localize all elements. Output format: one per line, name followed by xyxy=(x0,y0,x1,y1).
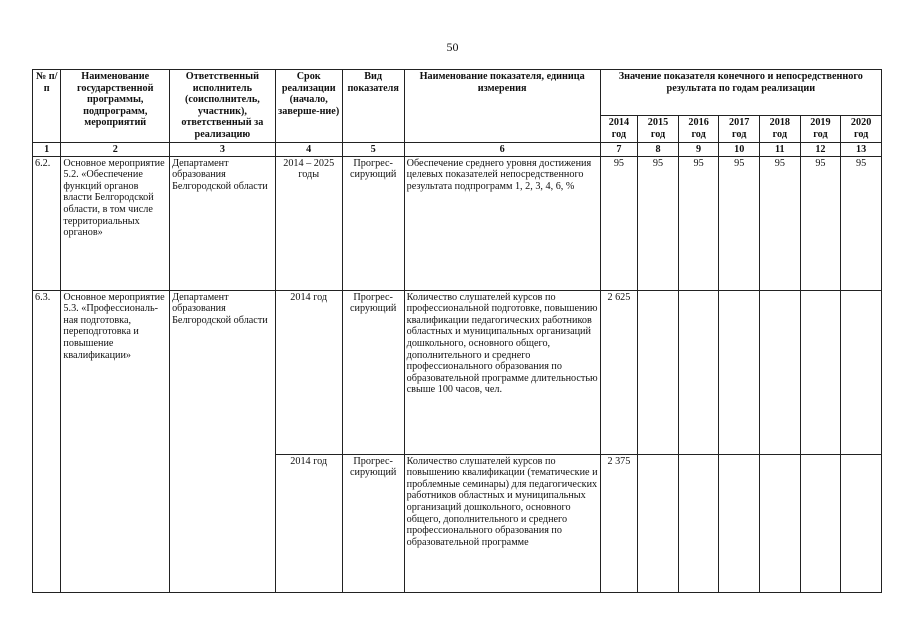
column-number: 4 xyxy=(275,142,342,156)
row-type: Прогрес-сирующий xyxy=(342,454,404,592)
row-value: 95 xyxy=(678,156,719,290)
header-executor: Ответственный исполнитель (соисполнитель, участник), ответственный за реализацию xyxy=(170,70,276,143)
row-value: 95 xyxy=(800,156,841,290)
column-number: 2 xyxy=(61,142,170,156)
indicators-table xyxy=(32,69,882,593)
header-year: 2019 год xyxy=(800,116,841,142)
row-indicator: Количество слушателей курсов по повышению квалификации (тематические и проблемные семинары) для педагогических работников областных и муниципальных организаций дошкольного, основного общего, дополнительного и среднего профессионального образования по образовательной программе xyxy=(404,454,600,592)
column-number: 7 xyxy=(600,142,638,156)
column-number: 3 xyxy=(170,142,276,156)
row-executor: Департамент образования Белгородской области xyxy=(170,290,276,592)
column-number: 6 xyxy=(404,142,600,156)
row-type: Прогрес-сирующий xyxy=(342,156,404,290)
header-year: 2017 год xyxy=(719,116,760,142)
row-value xyxy=(800,454,841,592)
row-name: Основное мероприятие 5.3. «Профессиональ-ная подготовка, переподготовка и повышение квалификации» xyxy=(61,290,170,592)
row-value xyxy=(638,290,679,454)
header-year: 2014 год xyxy=(600,116,638,142)
column-number: 12 xyxy=(800,142,841,156)
row-value xyxy=(760,454,801,592)
row-value: 2 375 xyxy=(600,454,638,592)
row-value: 2 625 xyxy=(600,290,638,454)
page-number: 50 xyxy=(446,40,459,54)
row-value: 95 xyxy=(600,156,638,290)
table-row xyxy=(33,156,882,290)
row-type: Прогрес-сирующий xyxy=(342,290,404,454)
row-value: 95 xyxy=(760,156,801,290)
row-number: 6.2. xyxy=(33,156,61,290)
header-year: 2016 год xyxy=(678,116,719,142)
column-numbers-row xyxy=(33,142,882,156)
row-indicator: Обеспечение среднего уровня достижения целевых показателей непосредственного результата подпрограмм 1, 2, 3, 4, 6, % xyxy=(404,156,600,290)
header-type: Вид показателя xyxy=(342,70,404,143)
row-value xyxy=(678,454,719,592)
row-value xyxy=(800,290,841,454)
header-period: Срок реализации (начало, заверше-ние) xyxy=(275,70,342,143)
row-value xyxy=(638,454,679,592)
row-period: 2014 – 2025 годы xyxy=(275,156,342,290)
column-number: 9 xyxy=(678,142,719,156)
row-executor: Департамент образования Белгородской области xyxy=(170,156,276,290)
row-number: 6.3. xyxy=(33,290,61,592)
header-year: 2015 год xyxy=(638,116,679,142)
row-period: 2014 год xyxy=(275,290,342,454)
row-value xyxy=(760,290,801,454)
header-values-group: Значение показателя конечного и непосредственного результата по годам реализации xyxy=(600,70,881,116)
column-number: 5 xyxy=(342,142,404,156)
row-value: 95 xyxy=(638,156,679,290)
column-number: 13 xyxy=(841,142,882,156)
row-period: 2014 год xyxy=(275,454,342,592)
header-year: 2018 год xyxy=(760,116,801,142)
row-value xyxy=(841,454,882,592)
column-number: 11 xyxy=(760,142,801,156)
row-value xyxy=(719,290,760,454)
header-year: 2020 год xyxy=(841,116,882,142)
row-value xyxy=(841,290,882,454)
row-value: 95 xyxy=(719,156,760,290)
row-name: Основное мероприятие 5.2. «Обеспечение функций органов власти Белгородской области, в том числе территориальных органов» xyxy=(61,156,170,290)
header-name: Наименование государственной программы, подпрограмм, мероприятий xyxy=(61,70,170,143)
row-value xyxy=(678,290,719,454)
column-number: 8 xyxy=(638,142,679,156)
column-number: 10 xyxy=(719,142,760,156)
header-num: № п/п xyxy=(33,70,61,143)
header-indicator: Наименование показателя, единица измерения xyxy=(404,70,600,143)
table-row xyxy=(33,290,882,454)
header-row xyxy=(33,70,882,116)
row-value: 95 xyxy=(841,156,882,290)
row-value xyxy=(719,454,760,592)
row-indicator: Количество слушателей курсов по профессиональной подготовке, повышению квалификации педагогических работников областных и муниципальных организаций дошкольного, основного общего, дополнительного и среднего профессионального образования по образовательной программе длительностью свыше 100 часов, чел. xyxy=(404,290,600,454)
column-number: 1 xyxy=(33,142,61,156)
